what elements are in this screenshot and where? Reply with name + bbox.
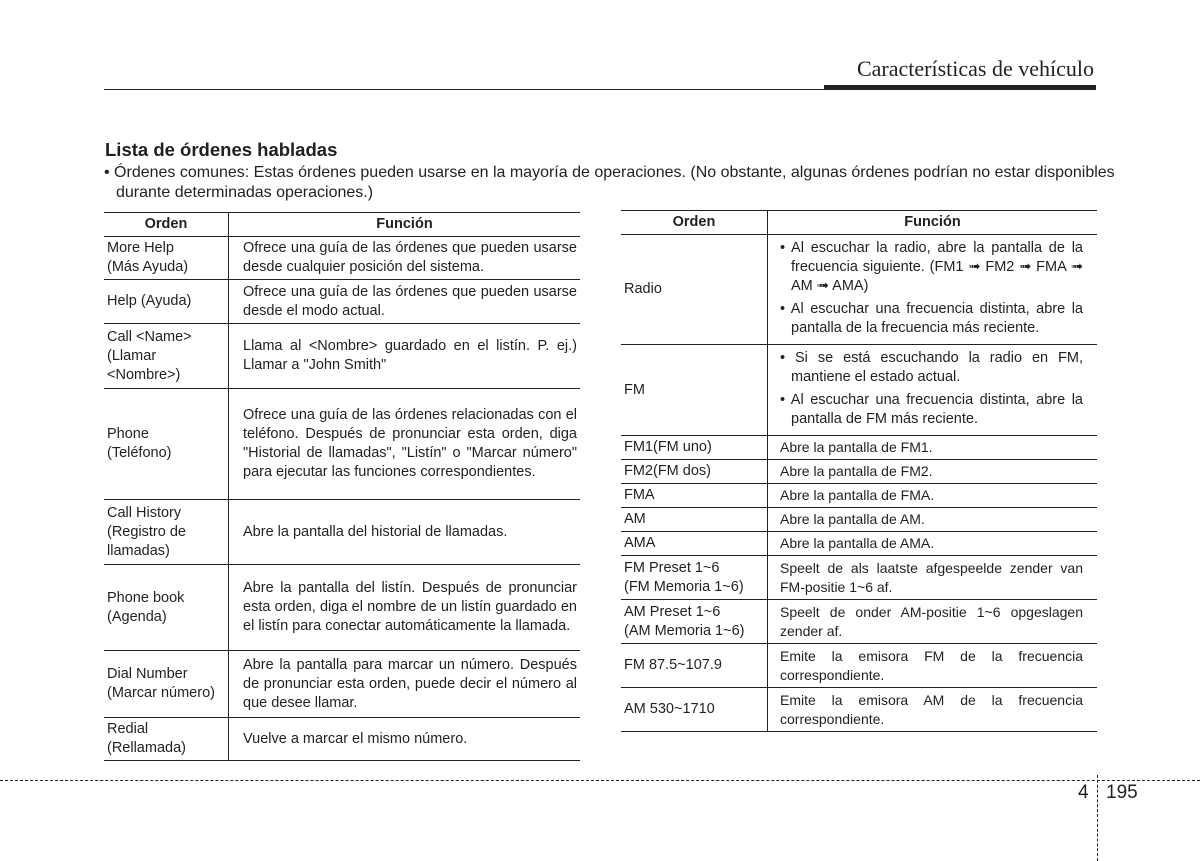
footer-vertical-divider	[1097, 775, 1098, 861]
table-row	[104, 565, 580, 651]
section-heading: Lista de órdenes habladas	[105, 139, 338, 160]
order-cell: Phone book (Agenda)	[104, 565, 229, 651]
function-cell: Ofrece una guía de las órdenes relacionadas con el teléfono. Después de pronunciar esta orden, diga "Historial de llamadas", "Listín" o "Marcar número" para ejecutar las funciones correspondientes.	[229, 389, 581, 500]
order-cell: AMA	[621, 532, 768, 556]
column-header-order: Orden	[621, 211, 768, 235]
function-bullet: • Si se está escuchando la radio en FM, mantiene el estado actual.	[780, 350, 1083, 385]
function-cell: Abre la pantalla del historial de llamadas.	[229, 500, 581, 565]
order-cell: AM 530~1710	[621, 688, 768, 732]
function-cell	[768, 235, 1098, 345]
order-cell: Dial Number (Marcar número)	[104, 651, 229, 718]
order-cell: Phone (Teléfono)	[104, 389, 229, 500]
table-row	[621, 508, 1097, 532]
chapter-number: 4	[1078, 782, 1089, 803]
function-cell: Llama al <Nombre> guardado en el listín. P. ej.) Llamar a "John Smith"	[229, 324, 581, 389]
table-row	[621, 436, 1097, 460]
table-row	[104, 389, 580, 500]
function-bullet: • Al escuchar una frecuencia distinta, abre la pantalla de la frecuencia más reciente.	[780, 301, 1083, 336]
column-header-function: Función	[768, 211, 1098, 235]
order-cell: Redial (Rellamada)	[104, 718, 229, 761]
order-cell: Help (Ayuda)	[104, 280, 229, 324]
order-cell: FM	[621, 345, 768, 436]
function-cell: Abre la pantalla de AM.	[768, 508, 1098, 532]
header-rule-accent	[824, 85, 1096, 90]
function-cell: Abre la pantalla de AMA.	[768, 532, 1098, 556]
table-row	[104, 500, 580, 565]
function-cell: Vuelve a marcar el mismo número.	[229, 718, 581, 761]
order-cell: FM 87.5~107.9	[621, 644, 768, 688]
table-row	[104, 324, 580, 389]
function-cell: Emite la emisora FM de la frecuencia correspondiente.	[768, 644, 1098, 688]
common-commands-table	[104, 212, 580, 761]
function-cell: Abre la pantalla de FM1.	[768, 436, 1098, 460]
table-row	[621, 484, 1097, 508]
function-cell: Ofrece una guía de las órdenes que pueden usarse desde cualquier posición del sistema.	[229, 237, 581, 280]
order-cell: Call History (Registro de llamadas)	[104, 500, 229, 565]
function-cell: Speelt de als laatste afgespeelde zender van FM-positie 1~6 af.	[768, 556, 1098, 600]
order-cell: Call <Name> (Llamar <Nombre>)	[104, 324, 229, 389]
order-cell: Radio	[621, 235, 768, 345]
column-header-order: Orden	[104, 213, 229, 237]
table-row	[104, 237, 580, 280]
function-cell: Abre la pantalla del listín. Después de pronunciar esta orden, diga el nombre de un listín guardado en el listín para conectar automáticamente la llamada.	[229, 565, 581, 651]
intro-bullet: • Órdenes comunes: Estas órdenes pueden usarse en la mayoría de operaciones. (No obstante, algunas órdenes podrían no estar disponibles durante determinadas operaciones.)	[104, 164, 1115, 201]
function-cell	[768, 345, 1098, 436]
table-row	[104, 280, 580, 324]
order-cell: AM Preset 1~6 (AM Memoria 1~6)	[621, 600, 768, 644]
order-cell: FM2(FM dos)	[621, 460, 768, 484]
function-cell: Abre la pantalla de FMA.	[768, 484, 1098, 508]
table-row	[621, 235, 1097, 345]
table-row	[104, 718, 580, 761]
function-cell: Speelt de onder AM-positie 1~6 opgeslagen zender af.	[768, 600, 1098, 644]
function-cell: Emite la emisora AM de la frecuencia correspondiente.	[768, 688, 1098, 732]
function-cell: Abre la pantalla para marcar un número. Después de pronunciar esta orden, puede decir el número al que desee llamar.	[229, 651, 581, 718]
radio-commands-table	[621, 210, 1097, 732]
table-row	[621, 460, 1097, 484]
order-cell: FM Preset 1~6 (FM Memoria 1~6)	[621, 556, 768, 600]
order-cell: AM	[621, 508, 768, 532]
function-cell: Ofrece una guía de las órdenes que pueden usarse desde el modo actual.	[229, 280, 581, 324]
table-row	[621, 688, 1097, 732]
table-row	[621, 556, 1097, 600]
table-row	[621, 532, 1097, 556]
table-row	[621, 644, 1097, 688]
table-row	[104, 651, 580, 718]
column-header-function: Función	[229, 213, 581, 237]
table-row	[621, 345, 1097, 436]
function-bullet: • Al escuchar una frecuencia distinta, abre la pantalla de FM más reciente.	[780, 392, 1083, 427]
page-number: 195	[1106, 782, 1138, 803]
table-row	[621, 600, 1097, 644]
function-cell: Abre la pantalla de FM2.	[768, 460, 1098, 484]
order-cell: FMA	[621, 484, 768, 508]
footer-divider	[0, 780, 1200, 781]
running-header-title: Características de vehículo	[856, 56, 1094, 81]
order-cell: FM1(FM uno)	[621, 436, 768, 460]
function-bullet: • Al escuchar la radio, abre la pantalla de la frecuencia siguiente. (FM1 ➟ FM2 ➟ FMA ➟ AM ➟ AMA)	[780, 240, 1083, 294]
order-cell: More Help (Más Ayuda)	[104, 237, 229, 280]
